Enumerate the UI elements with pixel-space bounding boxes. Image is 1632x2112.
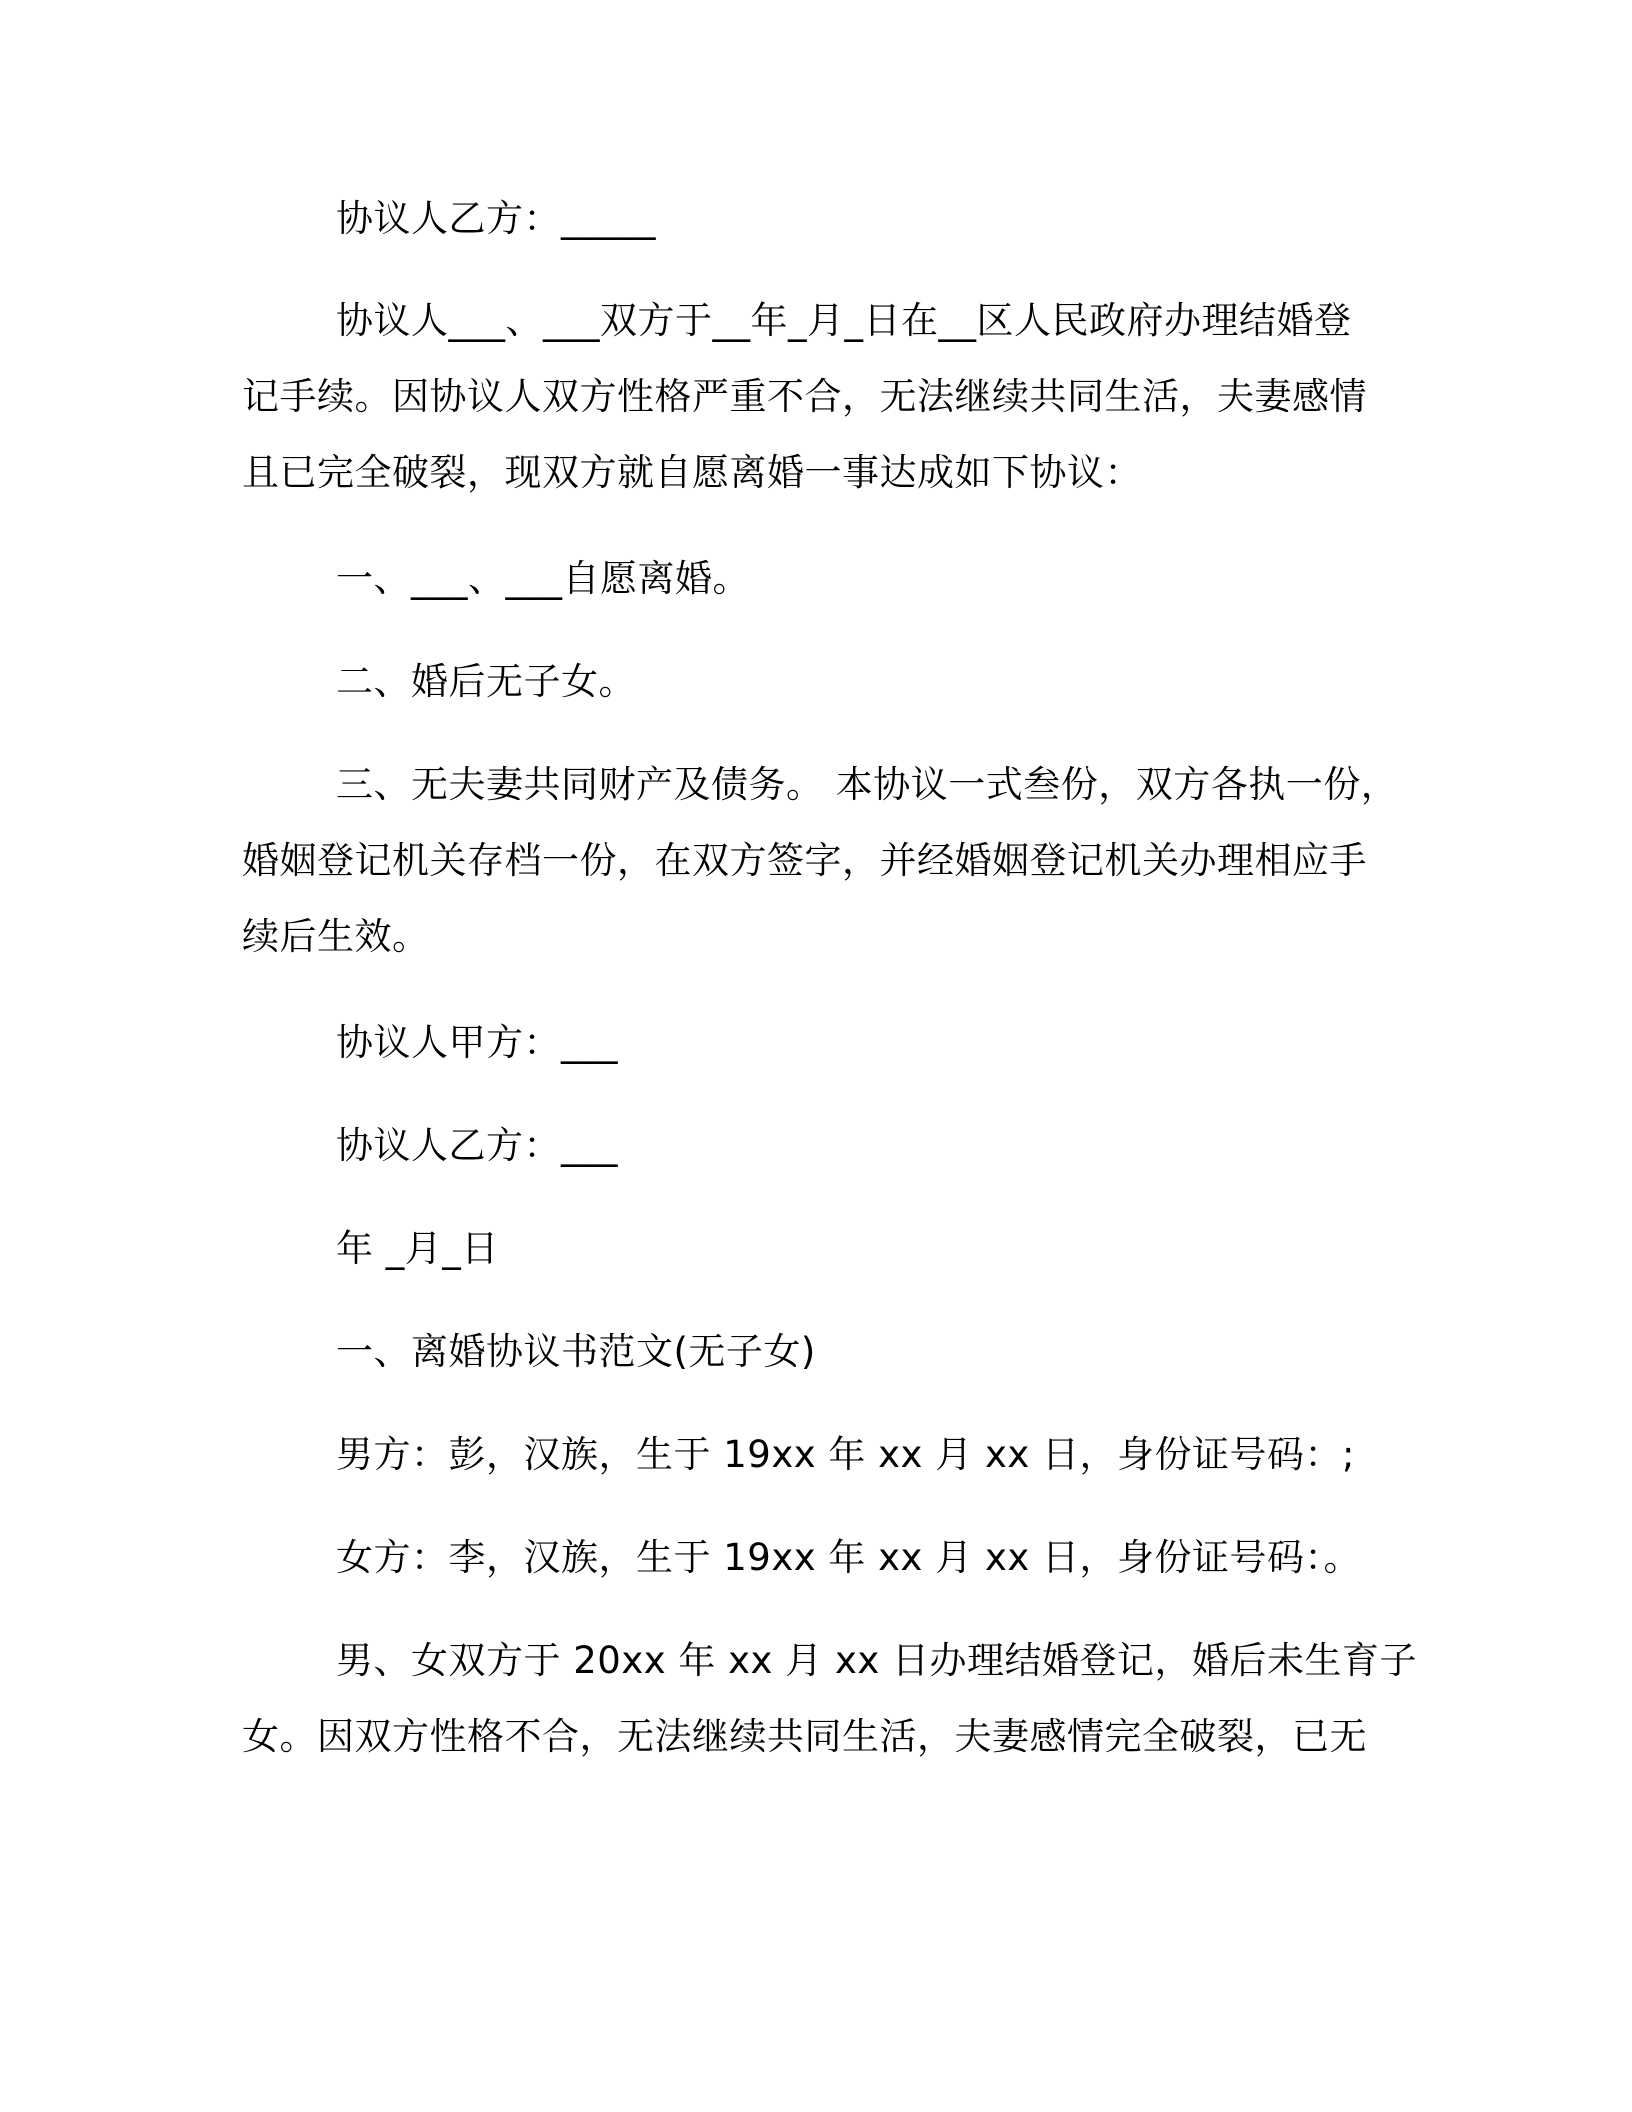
clause-1: 一、___、___自愿离婚。	[336, 557, 750, 600]
paragraph-intro-line-2: 记手续。因协议人双方性格严重不合，无法继续共同生活，夫妻感情	[242, 375, 1367, 418]
date-line: 年 _月_日	[336, 1227, 499, 1270]
wife-info: 女方：李，汉族，生于 19xx 年 xx 月 xx 日，身份证号码：。	[336, 1536, 1362, 1579]
clause-3-line-2: 婚姻登记机关存档一份，在双方签字，并经婚姻登记机关办理相应手	[242, 839, 1367, 882]
section-heading: 一、离婚协议书范文(无子女)	[336, 1330, 816, 1373]
paragraph-intro-line-1: 协议人___、___双方于__年_月_日在__区人民政府办理结婚登	[336, 299, 1352, 342]
paragraph-intro-line-3: 且已完全破裂，现双方就自愿离婚一事达成如下协议：	[242, 451, 1142, 494]
clause-3-line-1: 三、无夫妻共同财产及债务。 本协议一式叁份，双方各执一份，	[336, 763, 1399, 806]
clause-2: 二、婚后无子女。	[336, 660, 636, 703]
clause-3-line-3: 续后生效。	[242, 915, 430, 958]
party-b-line: 协议人乙方：_____	[336, 197, 656, 240]
marriage-paragraph-line-1: 男、女双方于 20xx 年 xx 月 xx 日办理结婚登记，婚后未生育子	[336, 1639, 1418, 1682]
party-a-signature: 协议人甲方：___	[336, 1021, 618, 1064]
marriage-paragraph-line-2: 女。因双方性格不合，无法继续共同生活，夫妻感情完全破裂，已无	[242, 1715, 1367, 1758]
party-b-signature: 协议人乙方：___	[336, 1124, 618, 1167]
husband-info: 男方：彭，汉族，生于 19xx 年 xx 月 xx 日，身份证号码：;	[336, 1433, 1355, 1476]
